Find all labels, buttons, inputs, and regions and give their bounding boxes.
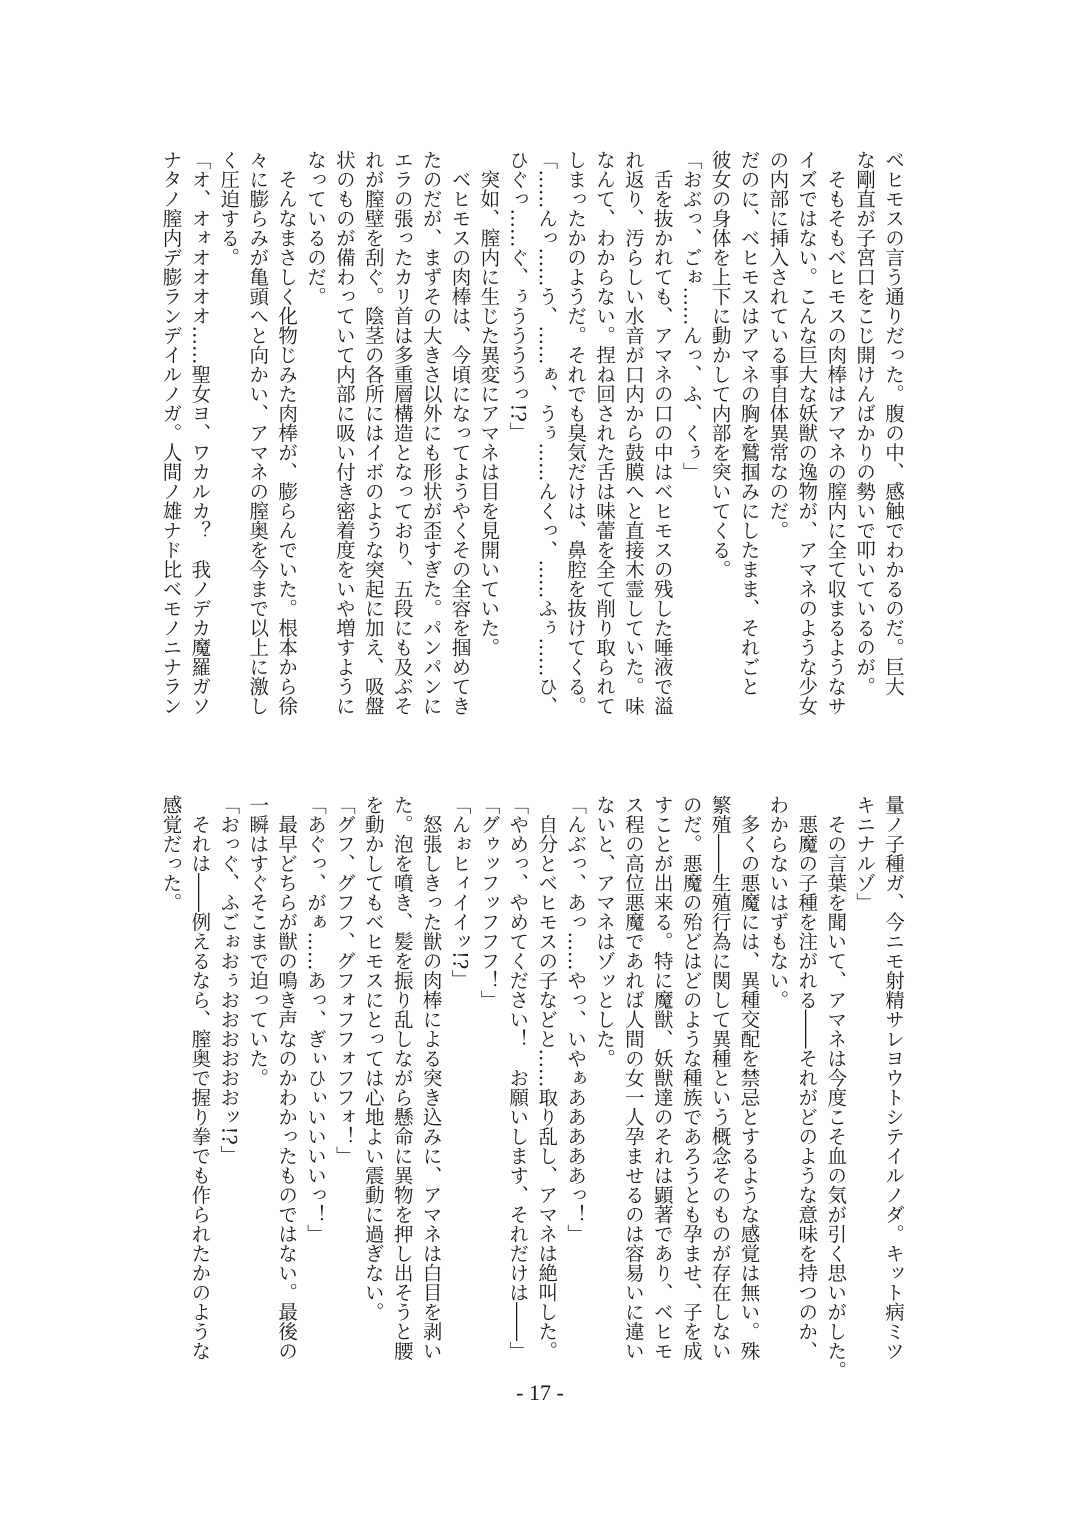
text-column: く圧迫する。 (217, 150, 241, 267)
text-column: 怒張しきった獣の肉棒による突き込みに、アマネは白目を剥い (419, 795, 443, 1361)
text-column: ス程の高位悪魔であれば人間の女一人孕ませるのは容易いに違い (621, 795, 645, 1361)
text-column: 突如、膣内に生じた異変にアマネは目を見開いていた。 (477, 150, 501, 657)
text-column: 「オ、オォオオオオ……聖女ヨ、ワカルカ？ 我ノデカ魔羅ガソ (188, 150, 212, 716)
text-column: な剛直が子宮口をこじ開けんばかりの勢いで叩いているのが。 (853, 150, 877, 696)
text-column: すことが出来る。特に魔獣、妖獣達のそれは顕著であり、ベヒモ (650, 795, 674, 1361)
text-column: たのだが、まずその大きさ以外にも形状が歪すぎた。パンパンに (419, 150, 443, 716)
text-column: 舌を抜かれても、アマネの口の中はベヒモスの残した唾液で溢 (650, 150, 674, 716)
text-column: のだ。悪魔の殆どはどのような種族であろうとも孕ませ、子を成 (679, 795, 703, 1361)
text-column: ナタノ膣内デ膨ランデイルノガ。人間ノ雄ナド比ベモノニナラン (159, 150, 183, 716)
text-column: 自分とベヒモスの子などと……取り乱し、アマネは絶叫した。 (535, 795, 559, 1361)
text-column: その言葉を聞いて、アマネは今度こそ血の気が引く思いがした。 (824, 795, 848, 1380)
text-column: を動かしてもベヒモスにとっては心地よい震動に過ぎない。 (361, 795, 385, 1322)
text-column: 「グゥッフッフフフ！」 (477, 795, 501, 1010)
text-column: 「んぉヒィイイッ!?」 (448, 795, 472, 989)
text-column: なんて、わからない。捏ね回された舌は味蕾を全て削り取られて (593, 150, 616, 716)
text-column: 「おっぐ、ふごぉおぅおおおおおおッ!?」 (217, 795, 241, 1165)
text-column: ベヒモスの言う通りだった。腹の中、感触でわかるのだ。巨大 (882, 150, 905, 696)
text-column: た。泡を噴き、髪を振り乱しながら懸命に異物を押し出そうと腰 (390, 795, 414, 1361)
text-column: キニナルゾ」 (853, 795, 877, 912)
text-column: 最早どちらが獣の鳴き声なのかわかったものではない。最後の (275, 795, 299, 1361)
text-column: それは――例えるなら、膣奥で握り拳でも作られたかのような (188, 795, 212, 1361)
text-column: 繁殖――生殖行為に関して異種という概念そのものが存在しない (708, 795, 732, 1361)
text-column: そもそもベヒモスの肉棒はアマネの膣内に全て収まるようなサ (824, 150, 848, 716)
text-column: 「おぶっ、ごぉ……んっ、ふ、くぅ」 (679, 150, 703, 482)
text-column: 「グフ、グフフ、グフォフフォフフォ！」 (332, 795, 356, 1166)
text-column: だのに、ベヒモスはアマネの胸を鷲掴みにしたまま、それごと (737, 150, 761, 696)
text-column: 状のものが備わっていて内部に吸い付き密着度をいや増すように (332, 150, 356, 716)
text-column: イズではない。こんな巨大な妖獣の逸物が、アマネのような少女 (795, 150, 819, 716)
text-column: 「……んっ……う、……ぁ、うぅ……んくっ、……ふぅ……ひ、 (535, 150, 559, 716)
text-column: 々に膨らみが亀頭へと向かい、アマネの膣奥を今まで以上に激し (246, 150, 270, 716)
text-column: エラの張ったカリ首は多重層構造となっており、五段にも及ぶそ (390, 150, 414, 716)
text-column: ひぐっ……ぐ、ぅううううっ!?」 (506, 150, 530, 442)
text-column: ベヒモスの肉棒は、今頃になってようやくその全容を掴めてき (448, 150, 472, 716)
text-column: 多くの悪魔には、異種交配を禁忌とするような感覚は無い。殊 (737, 795, 761, 1361)
text-column: 感覚だった。 (159, 795, 183, 912)
text-column: そんなまさしく化物じみた肉棒が、膨らんでいた。根本から徐 (275, 150, 299, 716)
text-column: しまったかのようだ。それでも臭気だけは、鼻腔を抜けてくる。 (564, 150, 588, 716)
text-column: 悪魔の子種を注がれる――それがどのような意味を持つのか、 (795, 795, 819, 1361)
text-column: 量ノ子種ガ、今ニモ射精サレヨウトシテイルノダ。キット病ミツ (882, 795, 905, 1361)
text-column: わからないはずもない。 (766, 795, 790, 1010)
text-column: 彼女の身体を上下に動かして内部を突いてくる。 (708, 150, 732, 579)
text-column: なっているのだ。 (304, 150, 327, 306)
text-column: 一瞬はすぐそこまで迫っていた。 (246, 795, 270, 1088)
text-column: ないと、アマネはゾッとした。 (593, 795, 616, 1068)
text-column: れ返り、汚らしい水音が口内から鼓膜へと直接木霊していた。味 (621, 150, 645, 716)
text-column: 「んぶっ、あっ……やっ、いやぁあああああっ！」 (564, 795, 588, 1244)
text-column: れが膣壁を刮ぐ。陰茎の各所にはイボのような突起に加え、吸盤 (361, 150, 385, 716)
text-column: 「やめっ、やめてください！ お願いします、それだけは――」 (506, 795, 530, 1361)
text-column: 「あぐっ、がぁ……あっ、ぎぃひぃいいいいっ！」 (304, 795, 327, 1244)
text-column: の内部に挿入されている事自体異常なのだ。 (766, 150, 790, 540)
page-number: - 17 - (516, 1380, 564, 1405)
